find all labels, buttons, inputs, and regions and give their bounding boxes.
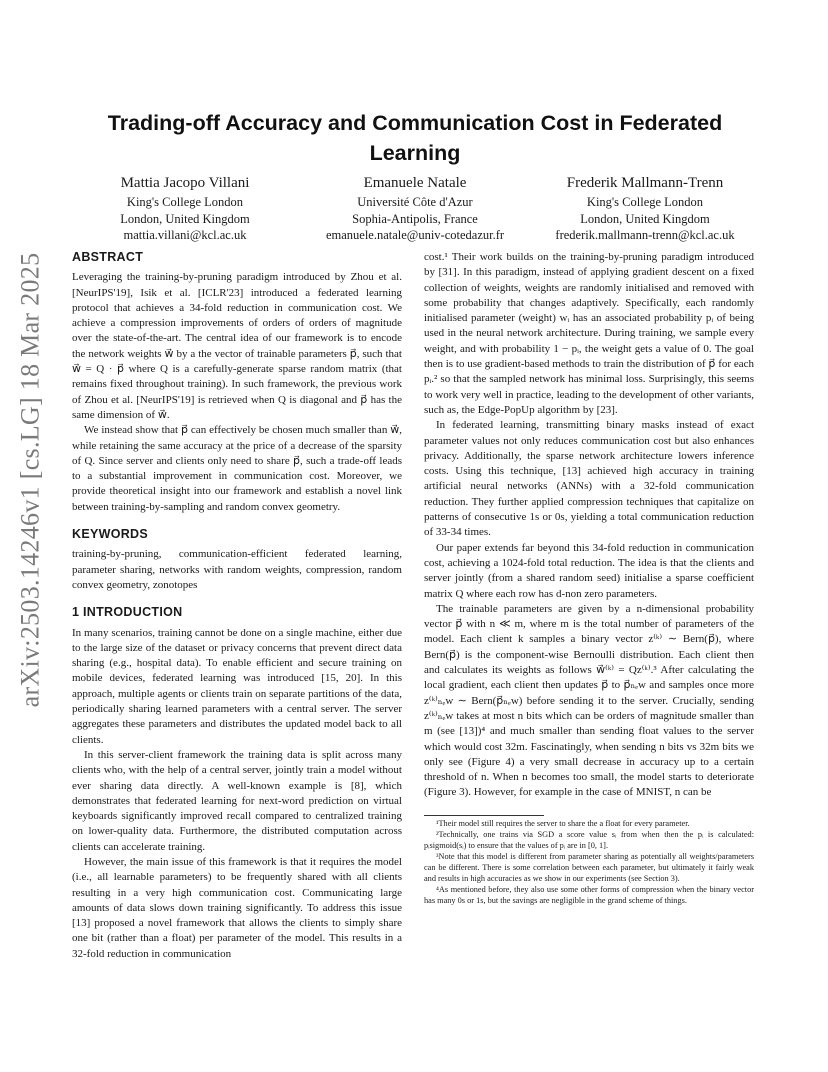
body-paragraph: cost.¹ Their work builds on the training-by-pruning paradigm introduced by [31]. In this paradigm, instead of applying gradient descent on a fixed collection of weights, weights are randomly initialised and removed with some probability that changes adaptively. Specifically, each randomly initialised parameter (weight) wᵢ has an associated probability pᵢ of being used in the neural network architecture. During training, we sample every weight, and with probability 1 − pᵢ, the weight gets a value of 0. The goal then is to use gradient-based methods to train the distribution of p⃗ for each pᵢ.² so that the sampled network has minimal loss. Surprisingly, this seems to work very well in practice, leading to the development of other variants, such as, the Edge-PopUp algorithm by [23]. [424, 251, 754, 416]
author-email: frederik.mallmann-trenn@kcl.ac.uk [555, 228, 735, 242]
footnote: ¹Their model still requires the server to share the a float for every parameter. [436, 818, 690, 828]
left-column [72, 250, 402, 962]
right-column [424, 250, 754, 906]
body-paragraph: In many scenarios, training cannot be done on a single machine, either due to the large size of the dataset or privacy concerns that prevent direct data sharing (e.g., hospital data). To enable efficient and secure training on mobile devices, federated learning was introduced [15, 20]. In this approach, multiple agents or clients train on separate partitions of the data, periodically sharing learned parameters with a central server. The server aggregates these parameters and distributes the updated model back to all clients. [72, 626, 402, 746]
paper-title: Trading-off Accuracy and Communication Cost in Federated Learning [107, 111, 723, 165]
footnote: ³Note that this model is different from parameter sharing as potentially all weights/parameters can be different. There is some correlation between each parameter, but ultimately it fairly weak and results in high accuracies as we show in our experiments (see Section 3). [424, 851, 754, 883]
author-email: emanuele.natale@univ-cotedazur.fr [325, 228, 505, 242]
body-paragraph: In this server-client framework the training data is split across many clients who, with the help of a central server, jointly train a model without ever sharing data directly. A well-known example is [8], which demonstrates that federated learning for next-word prediction on virtual keyboards significantly improved recall compared to centralized training on lower-quality data. Furthermore, the distributed computation across clients can accelerate training. [72, 748, 402, 853]
author-location: Sophia-Antipolis, France [352, 211, 478, 226]
footnote: ⁴As mentioned before, they also use some other forms of compression when the binary vector has many 0s or 1s, but the savings are negligible in the grand scheme of things. [424, 884, 754, 905]
body-paragraph: The trainable parameters are given by a n-dimensional probability vector p⃗ with n ≪ m, where m is the total number of parameters of the model. Each client k samples a binary vector z⁽ᵏ⁾ ∼ Bern(p⃗), where Bern(p⃗) is the component-wise Bernoulli distribution. Each client then and calculates its weights as follows w⃗⁽ᵏ⁾ = Qz⁽ᵏ⁾.³ After calculating the local gradient, each client then updates p⃗ to p⃗ₙₑw and samples once more z⁽ᵏ⁾ₙₑw ∼ Bern(p⃗ₙₑw) before sending it to the server. Crucially, sending z⁽ᵏ⁾ₙₑw takes at most n bits which can be orders of magnitude smaller than m (see [13])⁴ and much smaller than sending float values to the server which would cost 32m. Fascinatingly, when sending n bits vs 32m bits we only see (Figure 4) a very small decrease in accuracy up to a certain threshold of n. When n becomes too small, the model starts to deteriorate (Figure 3). However, for example in the case of MNIST, n can be [424, 602, 754, 799]
author-location: London, United Kingdom [120, 211, 250, 226]
author-affiliation: King's College London [126, 195, 244, 209]
author-email: mattia.villani@kcl.ac.uk [123, 228, 247, 242]
arxiv-stamp [10, 252, 50, 708]
author-3 [530, 173, 760, 244]
abstract-paragraph: Leveraging the training-by-pruning paradigm introduced by Zhou et al. [NeurIPS'19], Isik et al. [ICLR'23] introduced a federated learning protocol that achieves a 34-fold reduction in communication cost. We achieve a compression improvements of orders of orders of magnitude over the state-of-the-art. The central idea of our framework is to encode the network weights w⃗ by a the vector of trainable parameters p⃗, such that w⃗ = Q · p⃗ where Q is a carefully-generate sparse random matrix (that remains fixed throughout training). In such framework, the previous work of Zhou et al. [NeurIPS'19] is retrieved when Q is diagonal and p⃗ has the same dimension of w⃗. [72, 271, 402, 421]
author-affiliation: Université Côte d'Azur [357, 195, 473, 209]
abstract-heading: ABSTRACT [72, 250, 144, 264]
keywords-text: training-by-pruning, communication-efficient federated learning, parameter sharing, networks with random weights, compression, random convex geometry, zonotopes [72, 548, 402, 591]
footnote: ²Technically, one trains via SGD a score value sᵢ from when then the pᵢ is calculated: pᵢsigmoid(sᵢ) to ensure that the values of pᵢ are in [0, 1]. [424, 829, 754, 850]
author-block [70, 173, 760, 244]
author-location: London, United Kingdom [580, 211, 710, 226]
body-paragraph: Our paper extends far beyond this 34-fold reduction in communication cost, achieving a 1024-fold total reduction. The idea is that the clients and server jointly (from a shared random seed) initialise a sparse coefficient matrix Q where each row has d-non zero parameters. [424, 541, 754, 600]
author-name: Mattia Jacopo Villani [120, 175, 250, 191]
keywords-section [72, 527, 402, 593]
introduction-section [72, 605, 402, 962]
arxiv-stamp-text: arXiv:2503.14246v1 [cs.LG] 18 Mar 2025 [15, 252, 44, 708]
keywords-heading: KEYWORDS [72, 527, 149, 542]
author-name: Frederik Mallmann-Trenn [566, 175, 724, 191]
author-affiliation: King's College London [586, 195, 704, 209]
author-2 [300, 173, 530, 244]
body-paragraph: However, the main issue of this framework is that it requires the model (i.e., all learnable parameters) to be frequently shared with all clients resulting in a very high communication cost. Communicating large amounts of data slows down training significantly. To address this issue [13] proposed a novel framework that allows the clients to simply share one bit (rather than a float) per parameter of the model. This results in a 32-fold reduction in communication [72, 855, 402, 960]
author-1 [70, 173, 300, 244]
body-paragraph: In federated learning, transmitting binary masks instead of exact parameter values not only reduces communication cost but also enhances privacy. Additionally, the sparse network architecture lowers inference costs. Using this technique, [13] achieved high accuracy in training artificial neural networks (ANNs) with a 32-fold communication reduction. They further applied compression techniques that capitalize on patterns of consecutive 1s or 0s, yielding a total communication reduction of 33-34 times. [424, 419, 754, 539]
abstract-paragraph: We instead show that p⃗ can effectively be chosen much smaller than w⃗, while retaining the same accuracy at the price of a decrease of the sparsity of Q. Since server and clients only need to share p⃗, such a trade-off leads to a substantial improvement in communication cost. Moreover, we provide theoretical insight into our framework and establish a novel link between training-by-sampling and random convex geometry. [72, 424, 402, 513]
author-name: Emanuele Natale [363, 175, 467, 191]
introduction-heading: 1 INTRODUCTION [72, 605, 183, 620]
